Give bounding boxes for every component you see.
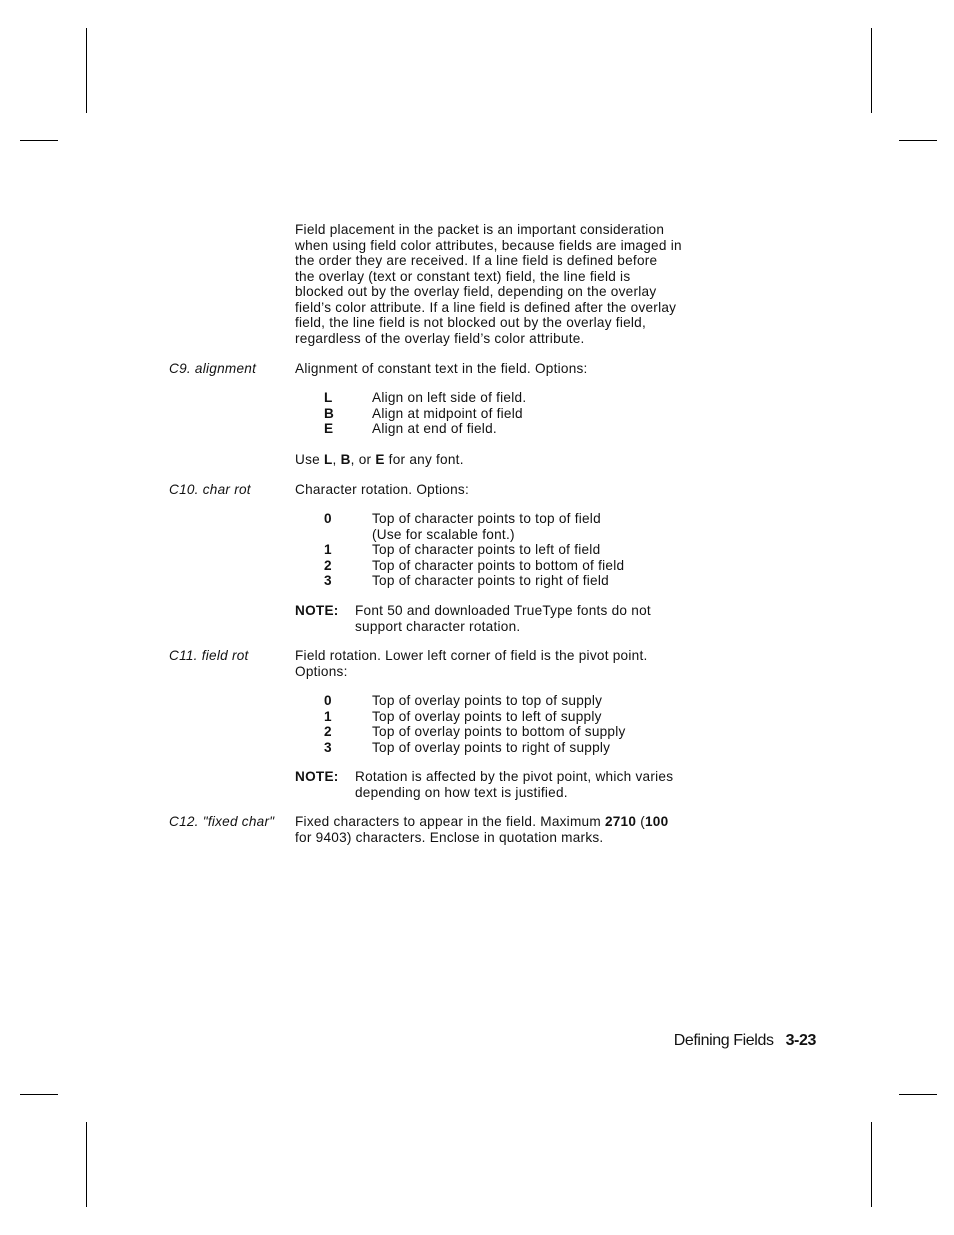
note-text bbox=[355, 603, 651, 634]
description-line: Field rotation. Lower left corner of field is the pivot point. bbox=[295, 648, 648, 663]
intro-line: field, the line field is not blocked out by the overlay field, bbox=[295, 315, 647, 330]
intro-paragraph bbox=[295, 222, 735, 346]
intro-line: the overlay (text or constant text) field, the line field is bbox=[295, 268, 631, 284]
usage-key: B bbox=[340, 452, 351, 467]
usage-text: Use bbox=[295, 452, 324, 467]
c10-description: Character rotation. Options: bbox=[295, 482, 469, 497]
note-label: NOTE: bbox=[295, 603, 339, 618]
option-text: Top of character points to bottom of field bbox=[372, 557, 625, 573]
option-text: Align on left side of field. bbox=[372, 390, 527, 405]
description-line: for 9403) characters. Enclose in quotation marks. bbox=[295, 829, 604, 845]
intro-line: blocked out by the overlay field, depending on the overlay bbox=[295, 284, 657, 299]
section-title: Defining Fields bbox=[673, 1032, 774, 1049]
option-key: 0 bbox=[324, 693, 332, 708]
option-text: Align at midpoint of field bbox=[372, 405, 523, 421]
option-key: E bbox=[324, 421, 334, 436]
usage-key: E bbox=[375, 452, 385, 467]
max-value: 2710 bbox=[604, 814, 637, 829]
option-text: Top of character points to top of field bbox=[372, 511, 601, 526]
usage-text: , or bbox=[350, 452, 376, 467]
usage-text: , bbox=[332, 452, 341, 467]
crop-mark-top-right-horizontal bbox=[899, 140, 937, 141]
note-text bbox=[355, 769, 673, 800]
option-key: 1 bbox=[324, 542, 332, 557]
c12-description bbox=[295, 814, 735, 845]
note-label: NOTE: bbox=[295, 769, 339, 784]
option-text: (Use for scalable font.) bbox=[372, 526, 515, 542]
crop-mark-top-left-horizontal bbox=[20, 140, 58, 141]
note-line: depending on how text is justified. bbox=[355, 784, 568, 800]
crop-mark-bottom-right-horizontal bbox=[899, 1094, 937, 1095]
usage-text: for any font. bbox=[384, 452, 464, 467]
note-line: support character rotation. bbox=[355, 618, 521, 634]
max-value-9403: 100 bbox=[645, 814, 669, 829]
c11-description bbox=[295, 648, 735, 679]
c12-label: C12. "fixed char" bbox=[169, 814, 275, 829]
crop-mark-top-right-vertical bbox=[871, 28, 872, 113]
usage-key: L bbox=[323, 452, 333, 467]
option-key: 2 bbox=[324, 724, 332, 739]
option-text: Top of overlay points to bottom of supply bbox=[372, 724, 626, 739]
option-key: 3 bbox=[324, 739, 332, 755]
crop-mark-bottom-left-horizontal bbox=[20, 1094, 58, 1095]
option-text: Top of overlay points to left of supply bbox=[372, 708, 602, 724]
c9-label: C9. alignment bbox=[169, 361, 257, 376]
c11-label: C11. field rot bbox=[169, 648, 249, 663]
note-line: Rotation is affected by the pivot point, which varies bbox=[355, 769, 674, 784]
c10-label: C10. char rot bbox=[169, 482, 251, 497]
intro-line: the order they are received. If a line field is defined before bbox=[295, 253, 658, 268]
crop-mark-bottom-right-vertical bbox=[871, 1122, 872, 1207]
crop-mark-bottom-left-vertical bbox=[86, 1122, 87, 1207]
description-text: Fixed characters to appear in the field. Maximum bbox=[295, 814, 605, 829]
intro-line: regardless of the overlay field’s color attribute. bbox=[295, 330, 585, 346]
intro-line: when using field color attributes, because fields are imaged in bbox=[295, 237, 682, 253]
page-footer bbox=[674, 1032, 816, 1050]
option-text: Top of character points to right of field bbox=[372, 573, 609, 588]
option-text: Top of overlay points to top of supply bbox=[372, 693, 603, 708]
option-text: Align at end of field. bbox=[372, 421, 497, 436]
crop-mark-top-left-vertical bbox=[86, 28, 87, 113]
c9-usage-line bbox=[295, 452, 735, 468]
option-key: L bbox=[324, 390, 333, 405]
intro-line: Field placement in the packet is an important consideration bbox=[295, 222, 665, 237]
note-line: Font 50 and downloaded TrueType fonts do not bbox=[355, 603, 651, 618]
option-text: Top of overlay points to right of supply bbox=[372, 739, 611, 755]
c9-description: Alignment of constant text in the field. Options: bbox=[295, 361, 588, 376]
option-key: 3 bbox=[324, 573, 332, 588]
page-number: 3-23 bbox=[785, 1032, 816, 1049]
option-key: 0 bbox=[324, 511, 332, 526]
option-key: 2 bbox=[324, 557, 332, 573]
description-line: Options: bbox=[295, 663, 348, 679]
intro-line: field’s color attribute. If a line field is defined after the overlay bbox=[295, 299, 677, 315]
option-key: 1 bbox=[324, 708, 332, 724]
description-line bbox=[295, 814, 735, 830]
option-key: B bbox=[324, 405, 335, 421]
option-text: Top of character points to left of field bbox=[372, 542, 601, 557]
description-text: ( bbox=[636, 814, 645, 829]
